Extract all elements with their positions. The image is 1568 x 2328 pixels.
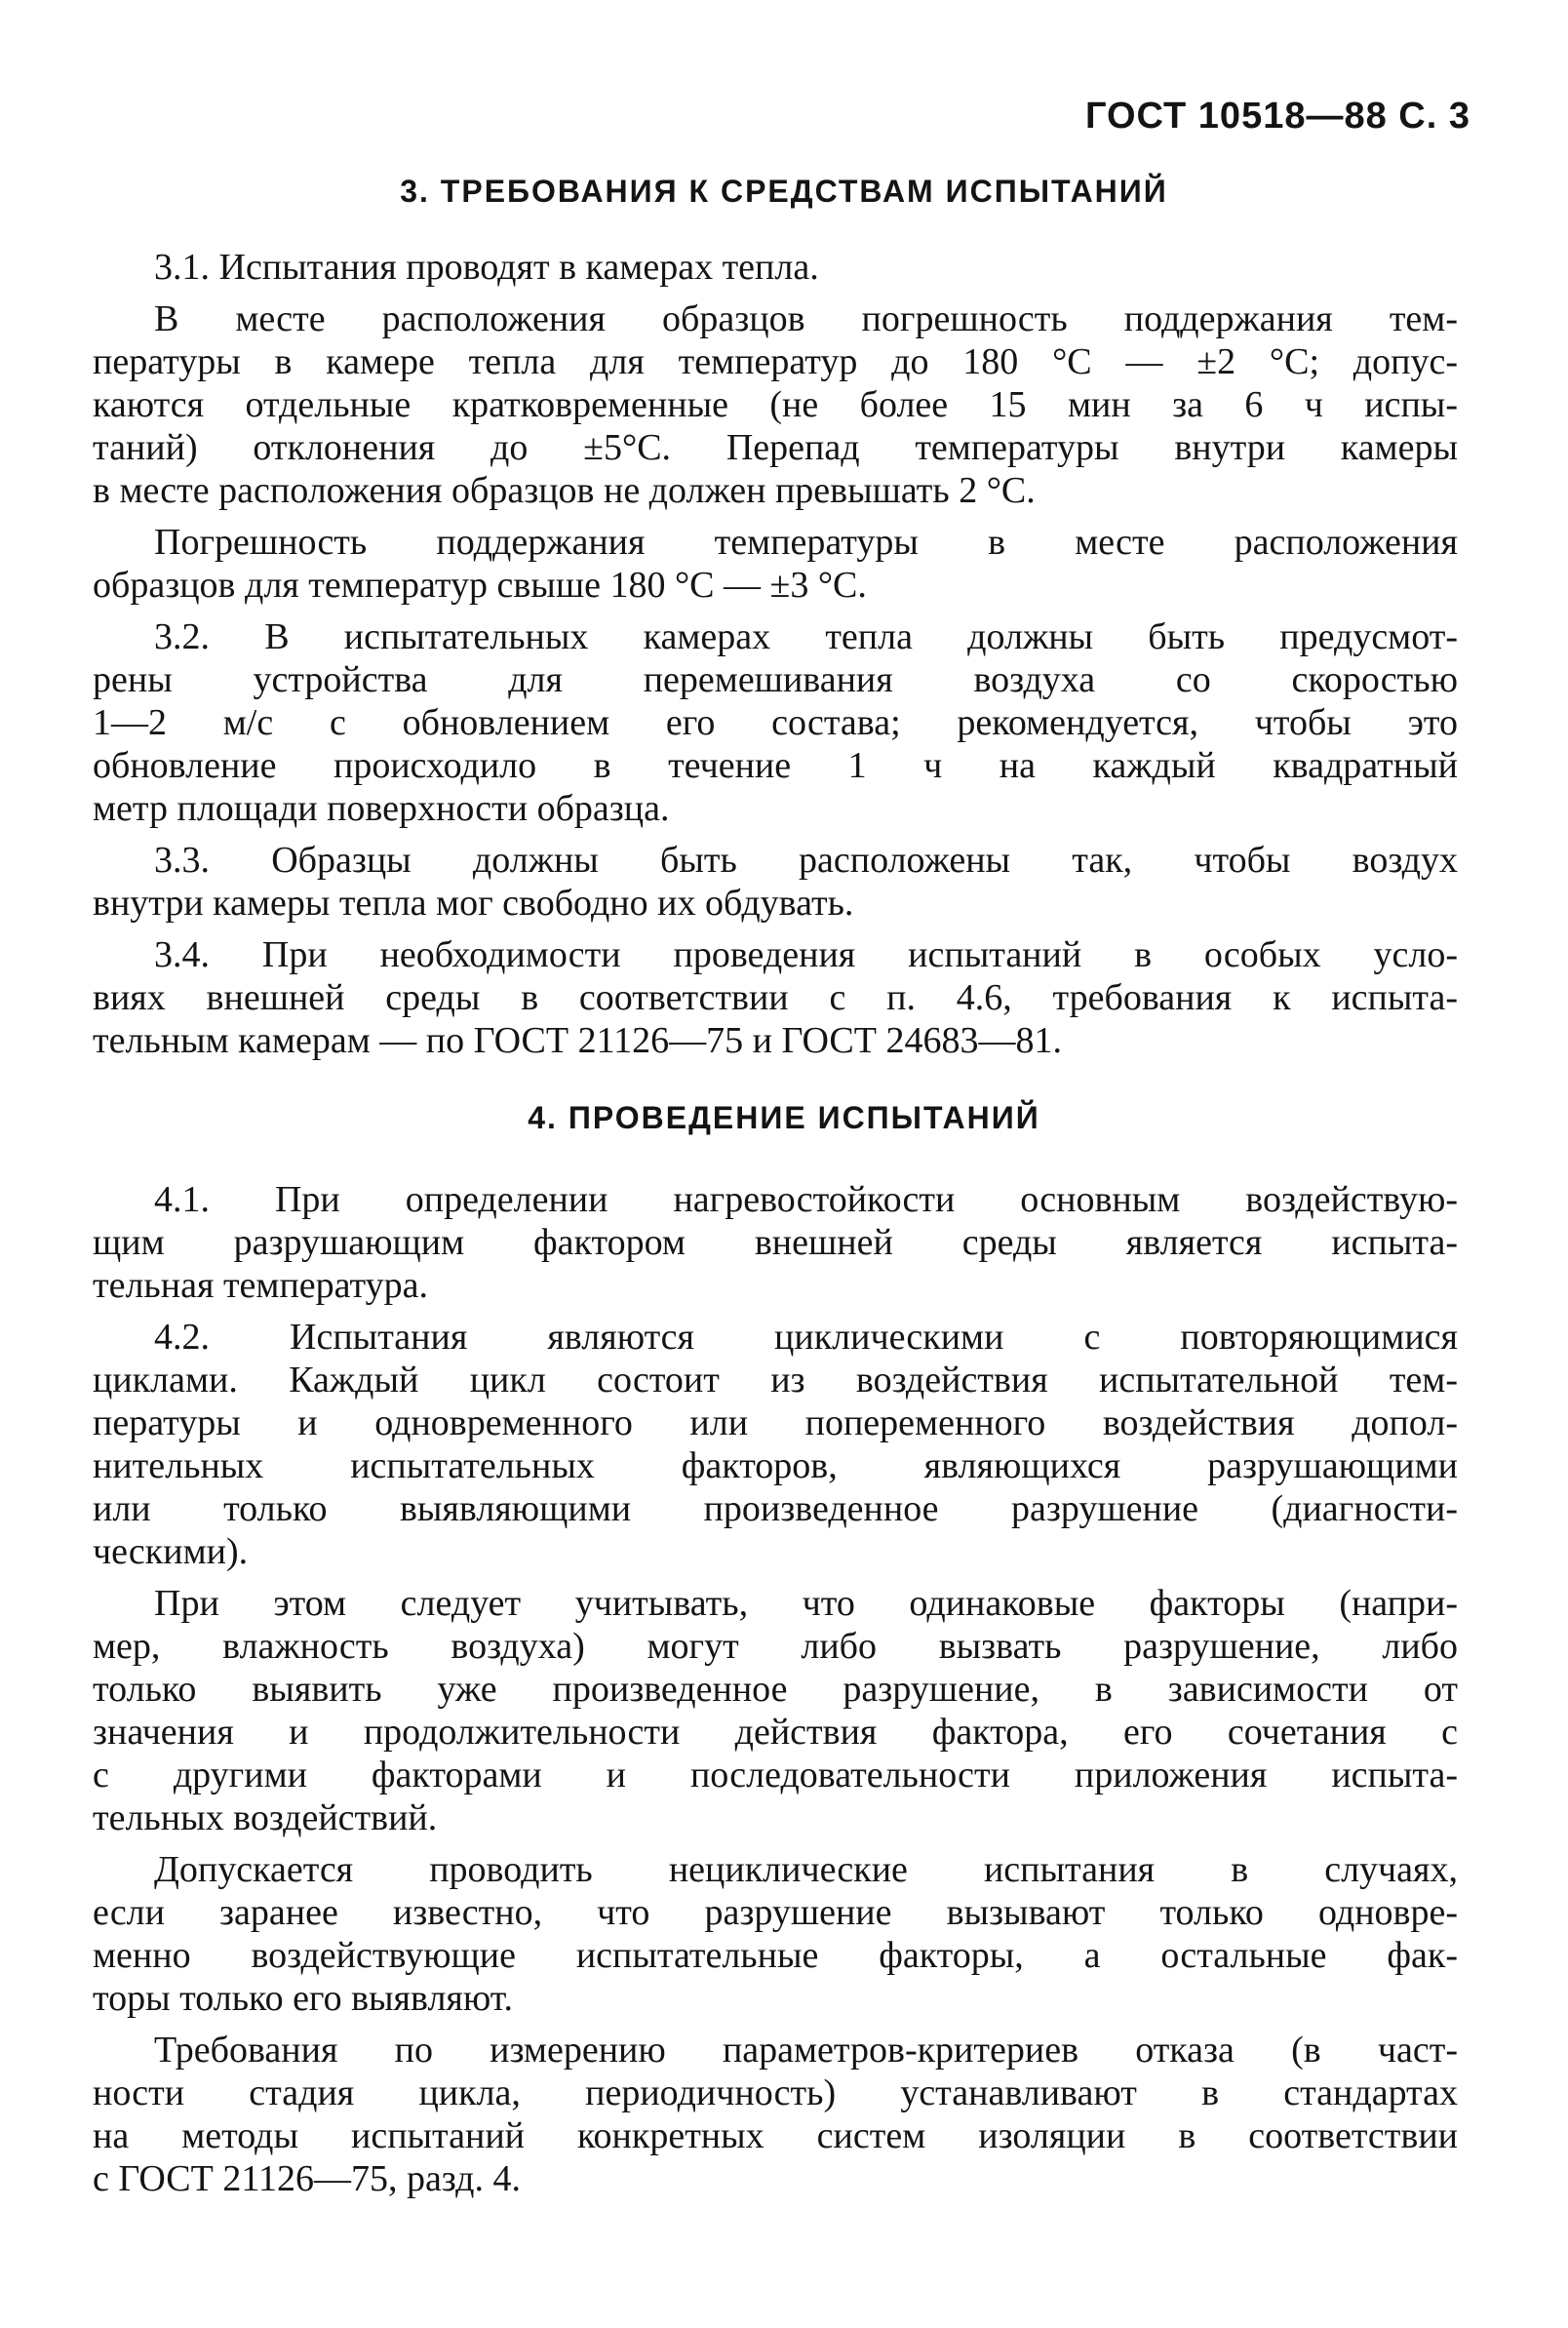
- text-line: внутри камеры тепла мог свободно их обдувать.: [93, 883, 854, 924]
- text-line: только выявить уже произведенное разрушение, в зависимости от: [93, 1669, 1458, 1710]
- text-line: виях внешней среды в соответствии с п. 4.6, требования к испыта-: [93, 977, 1458, 1018]
- text-line: Требования по измерению параметров-критериев отказа (в част-: [154, 2030, 1458, 2071]
- text-line: в месте расположения образцов не должен превышать 2 °С.: [93, 470, 1036, 511]
- text-line: 3.1. Испытания проводят в камерах тепла.: [154, 247, 819, 288]
- paragraph-3-1: [93, 246, 1458, 289]
- section-4-heading: 4. ПРОВЕДЕНИЕ ИСПЫТАНИЙ: [528, 1100, 1040, 1135]
- text-line: тельная температура.: [93, 1265, 429, 1306]
- text-line: ности стадия цикла, периодичность) устанавливают в стандартах: [93, 2072, 1458, 2113]
- text-line: с ГОСТ 21126—75, разд. 4.: [93, 2158, 521, 2199]
- text-line: 4.2. Испытания являются циклическими с повторяющимися: [154, 1317, 1458, 1358]
- paragraph-3-3: [93, 839, 1458, 925]
- text-line: с другими факторами и последовательности приложения испыта-: [93, 1755, 1458, 1795]
- section-3-heading: 3. ТРЕБОВАНИЯ К СРЕДСТВАМ ИСПЫТАНИЙ: [400, 174, 1168, 209]
- text-line: тельных воздействий.: [93, 1797, 438, 1838]
- text-line: значения и продолжительности действия фактора, его сочетания с: [93, 1712, 1458, 1753]
- paragraph-3-1-above-180: [93, 521, 1458, 607]
- text-line: циклами. Каждый цикл состоит из воздействия испытательной тем-: [93, 1360, 1458, 1401]
- paragraph-4-2-noncyclic: [93, 1848, 1458, 2020]
- text-line: 3.3. Образцы должны быть расположены так, чтобы воздух: [154, 840, 1458, 881]
- text-line: 1—2 м/с с обновлением его состава; рекомендуется, чтобы это: [93, 702, 1458, 743]
- text-line: 3.4. При необходимости проведения испытаний в особых усло-: [154, 934, 1458, 975]
- text-line: рены устройства для перемешивания воздуха со скоростью: [93, 659, 1458, 700]
- text-line: 3.2. В испытательных камерах тепла должны быть предусмот-: [154, 616, 1458, 657]
- text-line: метр площади поверхности образца.: [93, 788, 670, 829]
- text-line: если заранее известно, что разрушение вызывают только одновре-: [93, 1892, 1458, 1933]
- paragraph-4-2: [93, 1316, 1458, 1573]
- text-line: образцов для температур свыше 180 °С — ±3 °С.: [93, 565, 867, 606]
- text-line: 4.1. При определении нагревостойкости основным воздействую-: [154, 1179, 1458, 1220]
- paragraph-4-2-note: [93, 1582, 1458, 1839]
- text-line: менно воздействующие испытательные факторы, а остальные фак-: [93, 1935, 1458, 1976]
- paragraph-3-2: [93, 615, 1458, 830]
- text-line: Погрешность поддержания температуры в месте расположения: [154, 522, 1458, 563]
- text-line: мер, влажность воздуха) могут либо вызвать разрушение, либо: [93, 1626, 1458, 1667]
- text-line: В месте расположения образцов погрешность поддержания тем-: [154, 298, 1458, 339]
- text-line: При этом следует учитывать, что одинаковые факторы (напри-: [154, 1583, 1458, 1624]
- text-line: пературы и одновременного или попеременного воздействия допол-: [93, 1402, 1458, 1443]
- text-line: щим разрушающим фактором внешней среды является испыта-: [93, 1222, 1458, 1263]
- section-4-body: [93, 1178, 1458, 2209]
- text-line: нительных испытательных факторов, являющихся разрушающими: [93, 1445, 1458, 1486]
- text-line: торы только его выявляют.: [93, 1978, 514, 2019]
- text-line: на методы испытаний конкретных систем изоляции в соответствии: [93, 2115, 1458, 2156]
- text-line: пературы в камере тепла для температур до 180 °С — ±2 °С; допус-: [93, 341, 1458, 382]
- paragraph-4-2-requirements: [93, 2029, 1458, 2200]
- text-line: ческими).: [93, 1531, 249, 1572]
- text-line: тельным камерам — по ГОСТ 21126—75 и ГОСТ 24683—81.: [93, 1020, 1062, 1061]
- section-3-body: [93, 246, 1458, 1071]
- paragraph-3-4: [93, 933, 1458, 1062]
- text-line: или только выявляющими произведенное разрушение (диагности-: [93, 1488, 1458, 1529]
- text-line: каются отдельные кратковременные (не более 15 мин за 6 ч испы-: [93, 384, 1458, 425]
- paragraph-3-1-tolerance: [93, 297, 1458, 512]
- text-line: Допускается проводить нециклические испытания в случаях,: [154, 1849, 1458, 1890]
- paragraph-4-1: [93, 1178, 1458, 1307]
- text-line: таний) отклонения до ±5°С. Перепад температуры внутри камеры: [93, 427, 1458, 468]
- text-line: обновление происходило в течение 1 ч на каждый квадратный: [93, 745, 1458, 786]
- running-header: ГОСТ 10518—88 С. 3: [1084, 96, 1470, 137]
